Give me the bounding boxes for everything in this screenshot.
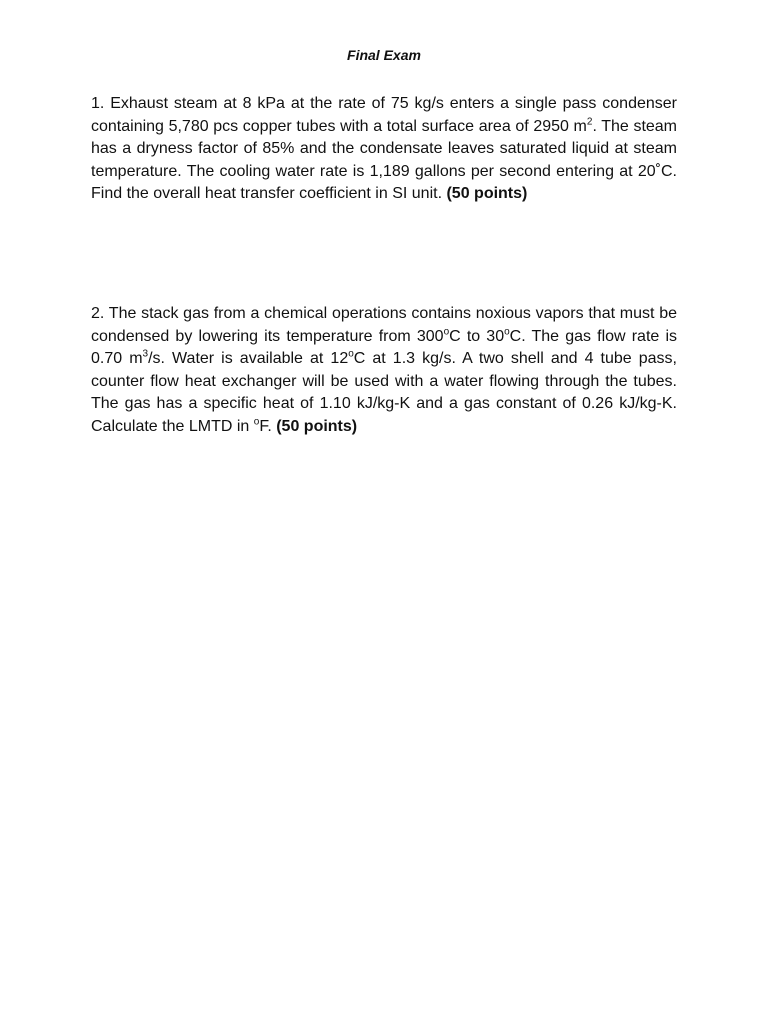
question-1-points: (50 points) — [446, 185, 528, 202]
question-2-points: (50 points) — [276, 417, 358, 435]
question-2-text-part-5: C at 1.3 kg/s. A two shell and 4 tube pass, counter flow heat exchanger will be used with a water flowing through the tubes. The gas has a specific heat of 1.10 kJ/kg-K and a gas constant of 0.26 kJ/kg-K. Calculate the LMTD in — [91, 350, 677, 435]
question-1-superscript-1: 2 — [586, 116, 593, 128]
page-title: Final Exam — [347, 47, 421, 63]
question-1-text-part-2: . The steam has a dryness factor of 85% and the condensate leaves saturated liquid at steam temperature. The cooling water rate is 1,189 gallons per second entering at 20˚C. Find the overall heat transfer coefficient in SI unit. — [91, 117, 678, 202]
question-2-text-part-4: /s. Water is available at 12 — [148, 350, 349, 367]
question-2-superscript-3: 3 — [142, 348, 149, 360]
question-2-text-part-1: 2. The stack gas from a chemical operations contains noxious vapors that must be condensed by lowering its temperature from 300 — [91, 305, 677, 345]
question-2 — [91, 303, 677, 438]
question-2-text-part-3: C. The gas flow rate is 0.70 m — [91, 327, 677, 367]
question-1 — [91, 93, 677, 206]
question-2-superscript-4: o — [348, 348, 354, 360]
question-2-superscript-2: o — [504, 326, 510, 338]
question-2-superscript-5: o — [253, 416, 260, 428]
question-2-text-part-6: F. — [259, 417, 272, 435]
question-2-superscript-1: o — [443, 326, 450, 338]
question-2-text-part-2: C to 30 — [449, 327, 505, 345]
question-1-text-part-1: 1. Exhaust steam at 8 kPa at the rate of 75 kg/s enters a single pass condenser containing 5,780 pcs copper tubes with a total surface area of 2950 m — [91, 95, 677, 135]
